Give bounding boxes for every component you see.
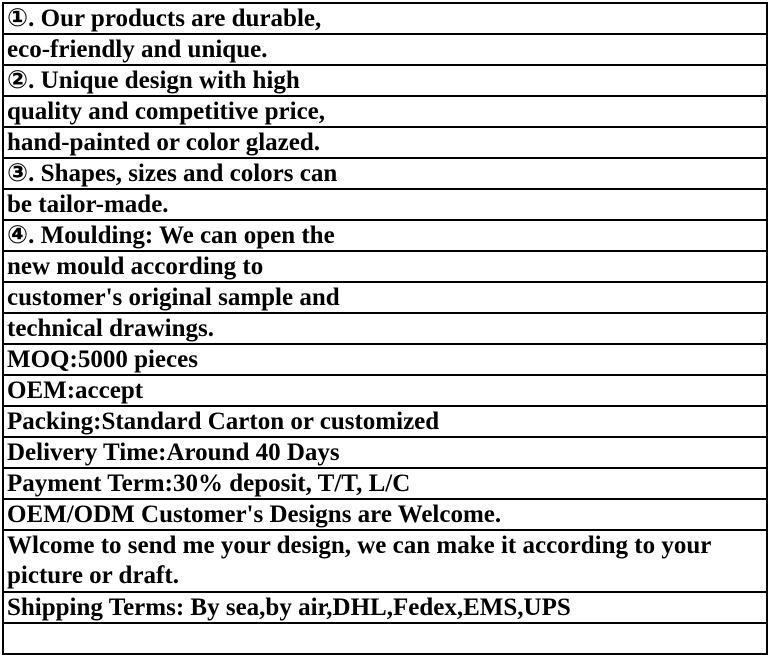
table-row: [3, 34, 767, 65]
cell-moq: MOQ:5000 pieces: [3, 344, 767, 375]
table-row: [3, 220, 767, 251]
table-row: [3, 344, 767, 375]
cell-feature-durable-cont: eco-friendly and unique.: [3, 34, 767, 65]
table-row: [3, 158, 767, 189]
table-row: [3, 592, 767, 623]
cell-delivery-time: Delivery Time:Around 40 Days: [3, 437, 767, 468]
table-row: [3, 437, 767, 468]
table-row: [3, 375, 767, 406]
table-row: [3, 282, 767, 313]
cell-shipping-terms: Shipping Terms: By sea,by air,DHL,Fedex,EMS,UPS: [3, 592, 767, 623]
table-row: [3, 623, 767, 654]
product-spec-table: [2, 2, 768, 655]
table-row: [3, 65, 767, 96]
cell-feature-moulding-cont1: new mould according to: [3, 251, 767, 282]
cell-feature-design-cont1: quality and competitive price,: [3, 96, 767, 127]
table-row: [3, 468, 767, 499]
table-row: [3, 251, 767, 282]
table-row: [3, 499, 767, 530]
cell-oem-odm-welcome: OEM/ODM Customer's Designs are Welcome.: [3, 499, 767, 530]
table-row: [3, 313, 767, 344]
table-row: [3, 96, 767, 127]
cell-feature-durable: ①. Our products are durable,: [3, 3, 767, 34]
cell-feature-moulding-cont2: customer's original sample and: [3, 282, 767, 313]
cell-feature-tailor-made-cont: be tailor-made.: [3, 189, 767, 220]
cell-feature-design: ②. Unique design with high: [3, 65, 767, 96]
design-invitation-line-2: picture or draft.: [7, 562, 179, 589]
cell-feature-moulding-cont3: technical drawings.: [3, 313, 767, 344]
table-row: [3, 127, 767, 158]
cell-empty: [3, 623, 767, 654]
table-row: [3, 530, 767, 592]
cell-feature-design-cont2: hand-painted or color glazed.: [3, 127, 767, 158]
design-invitation-line-1: Wlcome to send me your design, we can make it according to your: [7, 532, 712, 559]
table-row: [3, 406, 767, 437]
table-row: [3, 3, 767, 34]
cell-payment-term: Payment Term:30% deposit, T/T, L/C: [3, 468, 767, 499]
table-row: [3, 189, 767, 220]
cell-oem: OEM:accept: [3, 375, 767, 406]
cell-design-invitation: [3, 530, 767, 592]
cell-packing: Packing:Standard Carton or customized: [3, 406, 767, 437]
cell-feature-moulding: ④. Moulding: We can open the: [3, 220, 767, 251]
cell-feature-tailor-made: ③. Shapes, sizes and colors can: [3, 158, 767, 189]
